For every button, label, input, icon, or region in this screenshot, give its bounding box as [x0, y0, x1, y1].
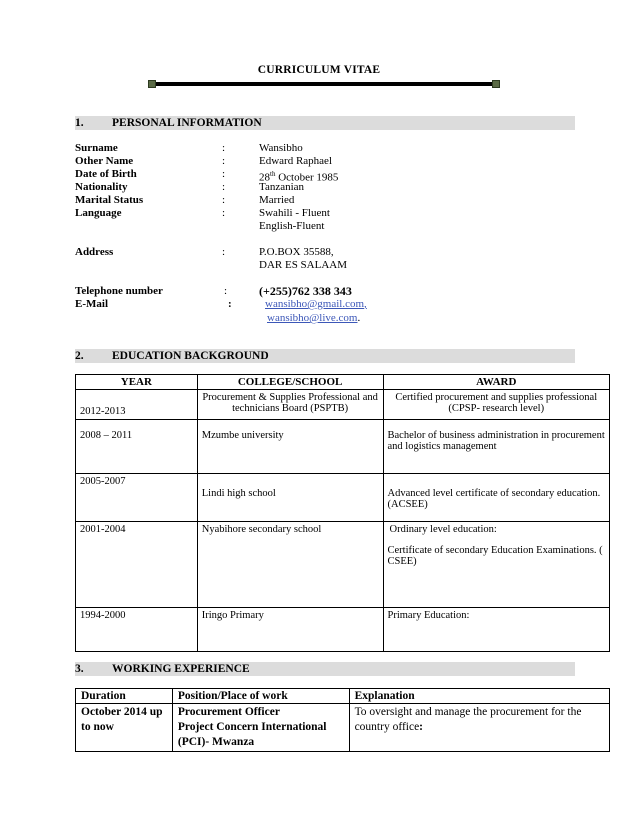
work-table — [75, 688, 610, 752]
table-row: 2012-2013 Procurement & Supplies Professional and technicians Board (PSPTB) Certified procurement and supplies professional (CPSP- research level) — [76, 390, 610, 420]
field-surname: Surname : Wansibho — [75, 142, 303, 154]
field-marital-status: Marital Status : Married — [75, 194, 295, 206]
table-row: 2005-2007 Lindi high school Advanced level certificate of secondary education. (ACSEE) — [76, 474, 610, 522]
header-explanation: Explanation — [349, 689, 609, 704]
section-personal-header: 1. PERSONAL INFORMATION — [75, 116, 575, 130]
header-school: COLLEGE/SCHOOL — [197, 375, 383, 390]
education-table — [75, 374, 610, 652]
field-nationality: Nationality : Tanzanian — [75, 181, 305, 193]
field-address: Address : P.O.BOX 35588, DAR ES SALAAM — [75, 246, 348, 271]
table-row: 2008 – 2011 Mzumbe university Bachelor of business administration in procurement and logistics management — [76, 420, 610, 474]
field-email: E-Mail : wansibho@gmail.com, wansibho@live.com. — [75, 298, 367, 324]
table-row: October 2014 up to now Procurement Officer Project Concern International (PCI)- Mwanza To oversight and manage the procurement for the country office: — [76, 704, 610, 752]
section-education-header: 2. EDUCATION BACKGROUND — [75, 349, 575, 363]
header-position: Position/Place of work — [172, 689, 349, 704]
table-row: 1994-2000 Iringo Primary Primary Education: — [76, 608, 610, 652]
title-divider — [148, 80, 500, 88]
table-row: 2001-2004 Nyabihore secondary school Ordinary level education: Certificate of secondary Education Examinations. ( CSEE) — [76, 522, 610, 608]
section-work-header: 3. WORKING EXPERIENCE — [75, 662, 575, 676]
field-telephone: Telephone number : (+255)762 338 343 — [75, 284, 352, 298]
field-other-name: Other Name : Edward Raphael — [75, 155, 332, 167]
header-duration: Duration — [76, 689, 173, 704]
document-title: CURRICULUM VITAE — [257, 64, 381, 76]
header-year: YEAR — [76, 375, 198, 390]
email-link-gmail[interactable]: wansibho@gmail.com — [265, 298, 365, 310]
field-dob: Date of Birth : 28th October 1985 — [75, 168, 339, 184]
field-language: Language : Swahili - Fluent English-Fluent — [75, 207, 330, 232]
header-award: AWARD — [383, 375, 610, 390]
work-header-row — [76, 689, 610, 704]
education-header-row — [76, 375, 610, 390]
email-link-live[interactable]: wansibho@live.com — [267, 312, 358, 324]
